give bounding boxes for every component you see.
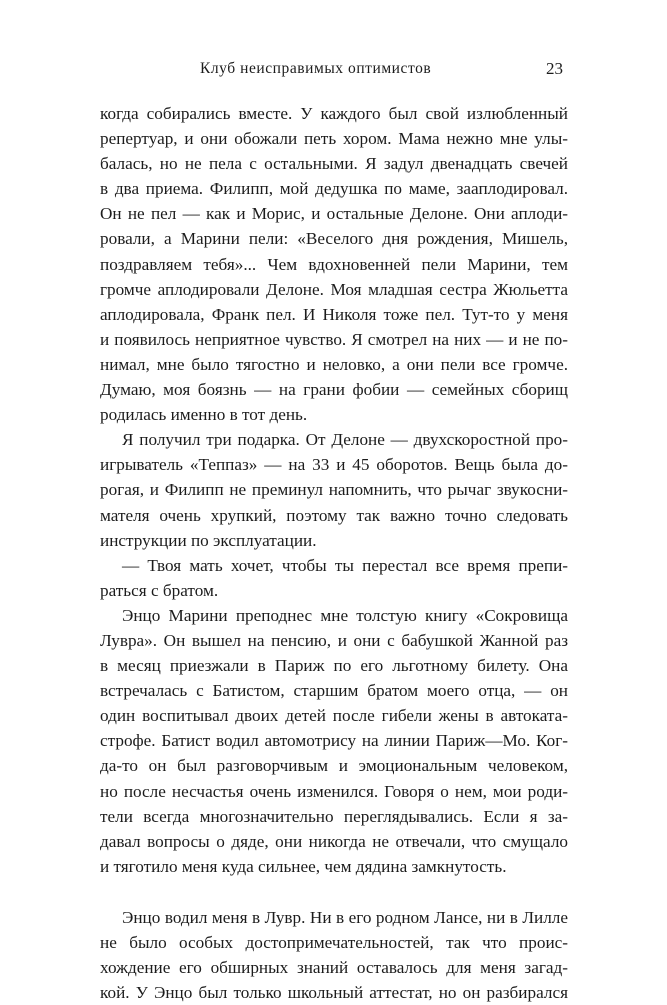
text-line: инструкции по эксплуатации.: [100, 530, 317, 550]
text-line: балась, но не пела с остальными. Я задул двенадцать свечей: [100, 154, 568, 174]
text-line: Думаю, моя боязнь — на грани фобии — семейных сборищ: [100, 380, 568, 400]
text-line: родилась именно в тот день.: [100, 405, 308, 425]
text-line: но после несчастья очень изменился. Говоря о нем, мои роди-: [100, 781, 568, 801]
text-line: кой. У Энцо был только школьный аттестат, но он разбирался: [100, 983, 568, 1003]
paragraph: [100, 905, 568, 1005]
text-line: мателя очень хрупкий, поэтому так важно точно следовать: [100, 505, 568, 525]
text-line: игрыватель «Теппаз» — на 33 и 45 оборотов. Вещь была до-: [100, 455, 568, 475]
text-line: в месяц приезжали в Париж по его льготному билету. Она: [100, 656, 568, 676]
text-line: — Твоя мать хочет, чтобы ты перестал все время препи-: [122, 555, 568, 575]
text-line: в два приема. Филипп, мой дедушка по маме, зааплодировал.: [100, 179, 568, 199]
text-line: Я получил три подарка. От Делоне — двухскоростной про-: [122, 430, 568, 450]
paragraph: [100, 553, 568, 603]
text-line: Энцо Марини преподнес мне толстую книгу «Сокровища: [122, 605, 568, 625]
text-line: когда собирались вместе. У каждого был свой излюбленный: [100, 104, 568, 123]
text-line: давал вопросы о дяде, они никогда не отвечали, что смущало: [100, 831, 568, 851]
text-line: рогая, и Филипп не преминул напомнить, что рычаг звукосни-: [100, 480, 568, 500]
paragraph: [100, 603, 568, 879]
body-text: [100, 101, 568, 1005]
running-title: Клуб неисправимых оптимистов: [200, 60, 432, 77]
text-line: поздравляем тебя»... Чем вдохновенней пели Марини, тем: [100, 254, 568, 274]
text-line: ровали, а Марини пели: «Веселого дня рождения, Мишель,: [100, 229, 568, 249]
text-line: один воспитывал двоих детей после гибели жены в автоката-: [100, 706, 568, 726]
text-line: да-то он был разговорчивым и эмоциональным человеком,: [100, 756, 568, 776]
text-line: строфе. Батист водил автомотрису на линии Париж—Мо. Ког-: [100, 731, 568, 751]
section-break: [100, 879, 568, 905]
text-line: и появилось неприятное чувство. Я смотрел на них — и не по-: [100, 329, 568, 349]
text-line: аплодировала, Франк пел. И Николя тоже пел. Тут-то у меня: [100, 304, 568, 324]
text-line: Он не пел — как и Морис, и остальные Делоне. Они аплоди-: [100, 204, 568, 224]
text-line: хождение его обширных знаний оставалось для меня загад-: [100, 958, 568, 978]
text-line: Энцо водил меня в Лувр. Ни в его родном Лансе, ни в Лилле: [122, 907, 568, 927]
text-line: Лувра». Он вышел на пенсию, и они с бабушкой Жанной раз: [100, 630, 568, 650]
text-line: раться с братом.: [100, 580, 219, 600]
text-line: встречалась с Батистом, старшим братом моего отца, — он: [100, 681, 568, 701]
text-line: и тяготило меня куда сильнее, чем дядина замкнутость.: [100, 856, 507, 876]
text-line: нимал, мне было тягостно и неловко, а они пели все громче.: [100, 354, 568, 374]
text-line: репертуар, и они обожали петь хором. Мама нежно мне улы-: [100, 129, 568, 149]
text-line: громче аплодировали Делоне. Моя младшая сестра Жюльетта: [100, 279, 568, 299]
text-line: не было особых достопримечательностей, так что проис-: [100, 933, 568, 952]
paragraph: [100, 101, 568, 427]
paragraph: [100, 427, 568, 552]
page-number: 23: [546, 59, 563, 78]
text-line: тели всегда многозначительно переглядывались. Если я за-: [100, 806, 568, 826]
